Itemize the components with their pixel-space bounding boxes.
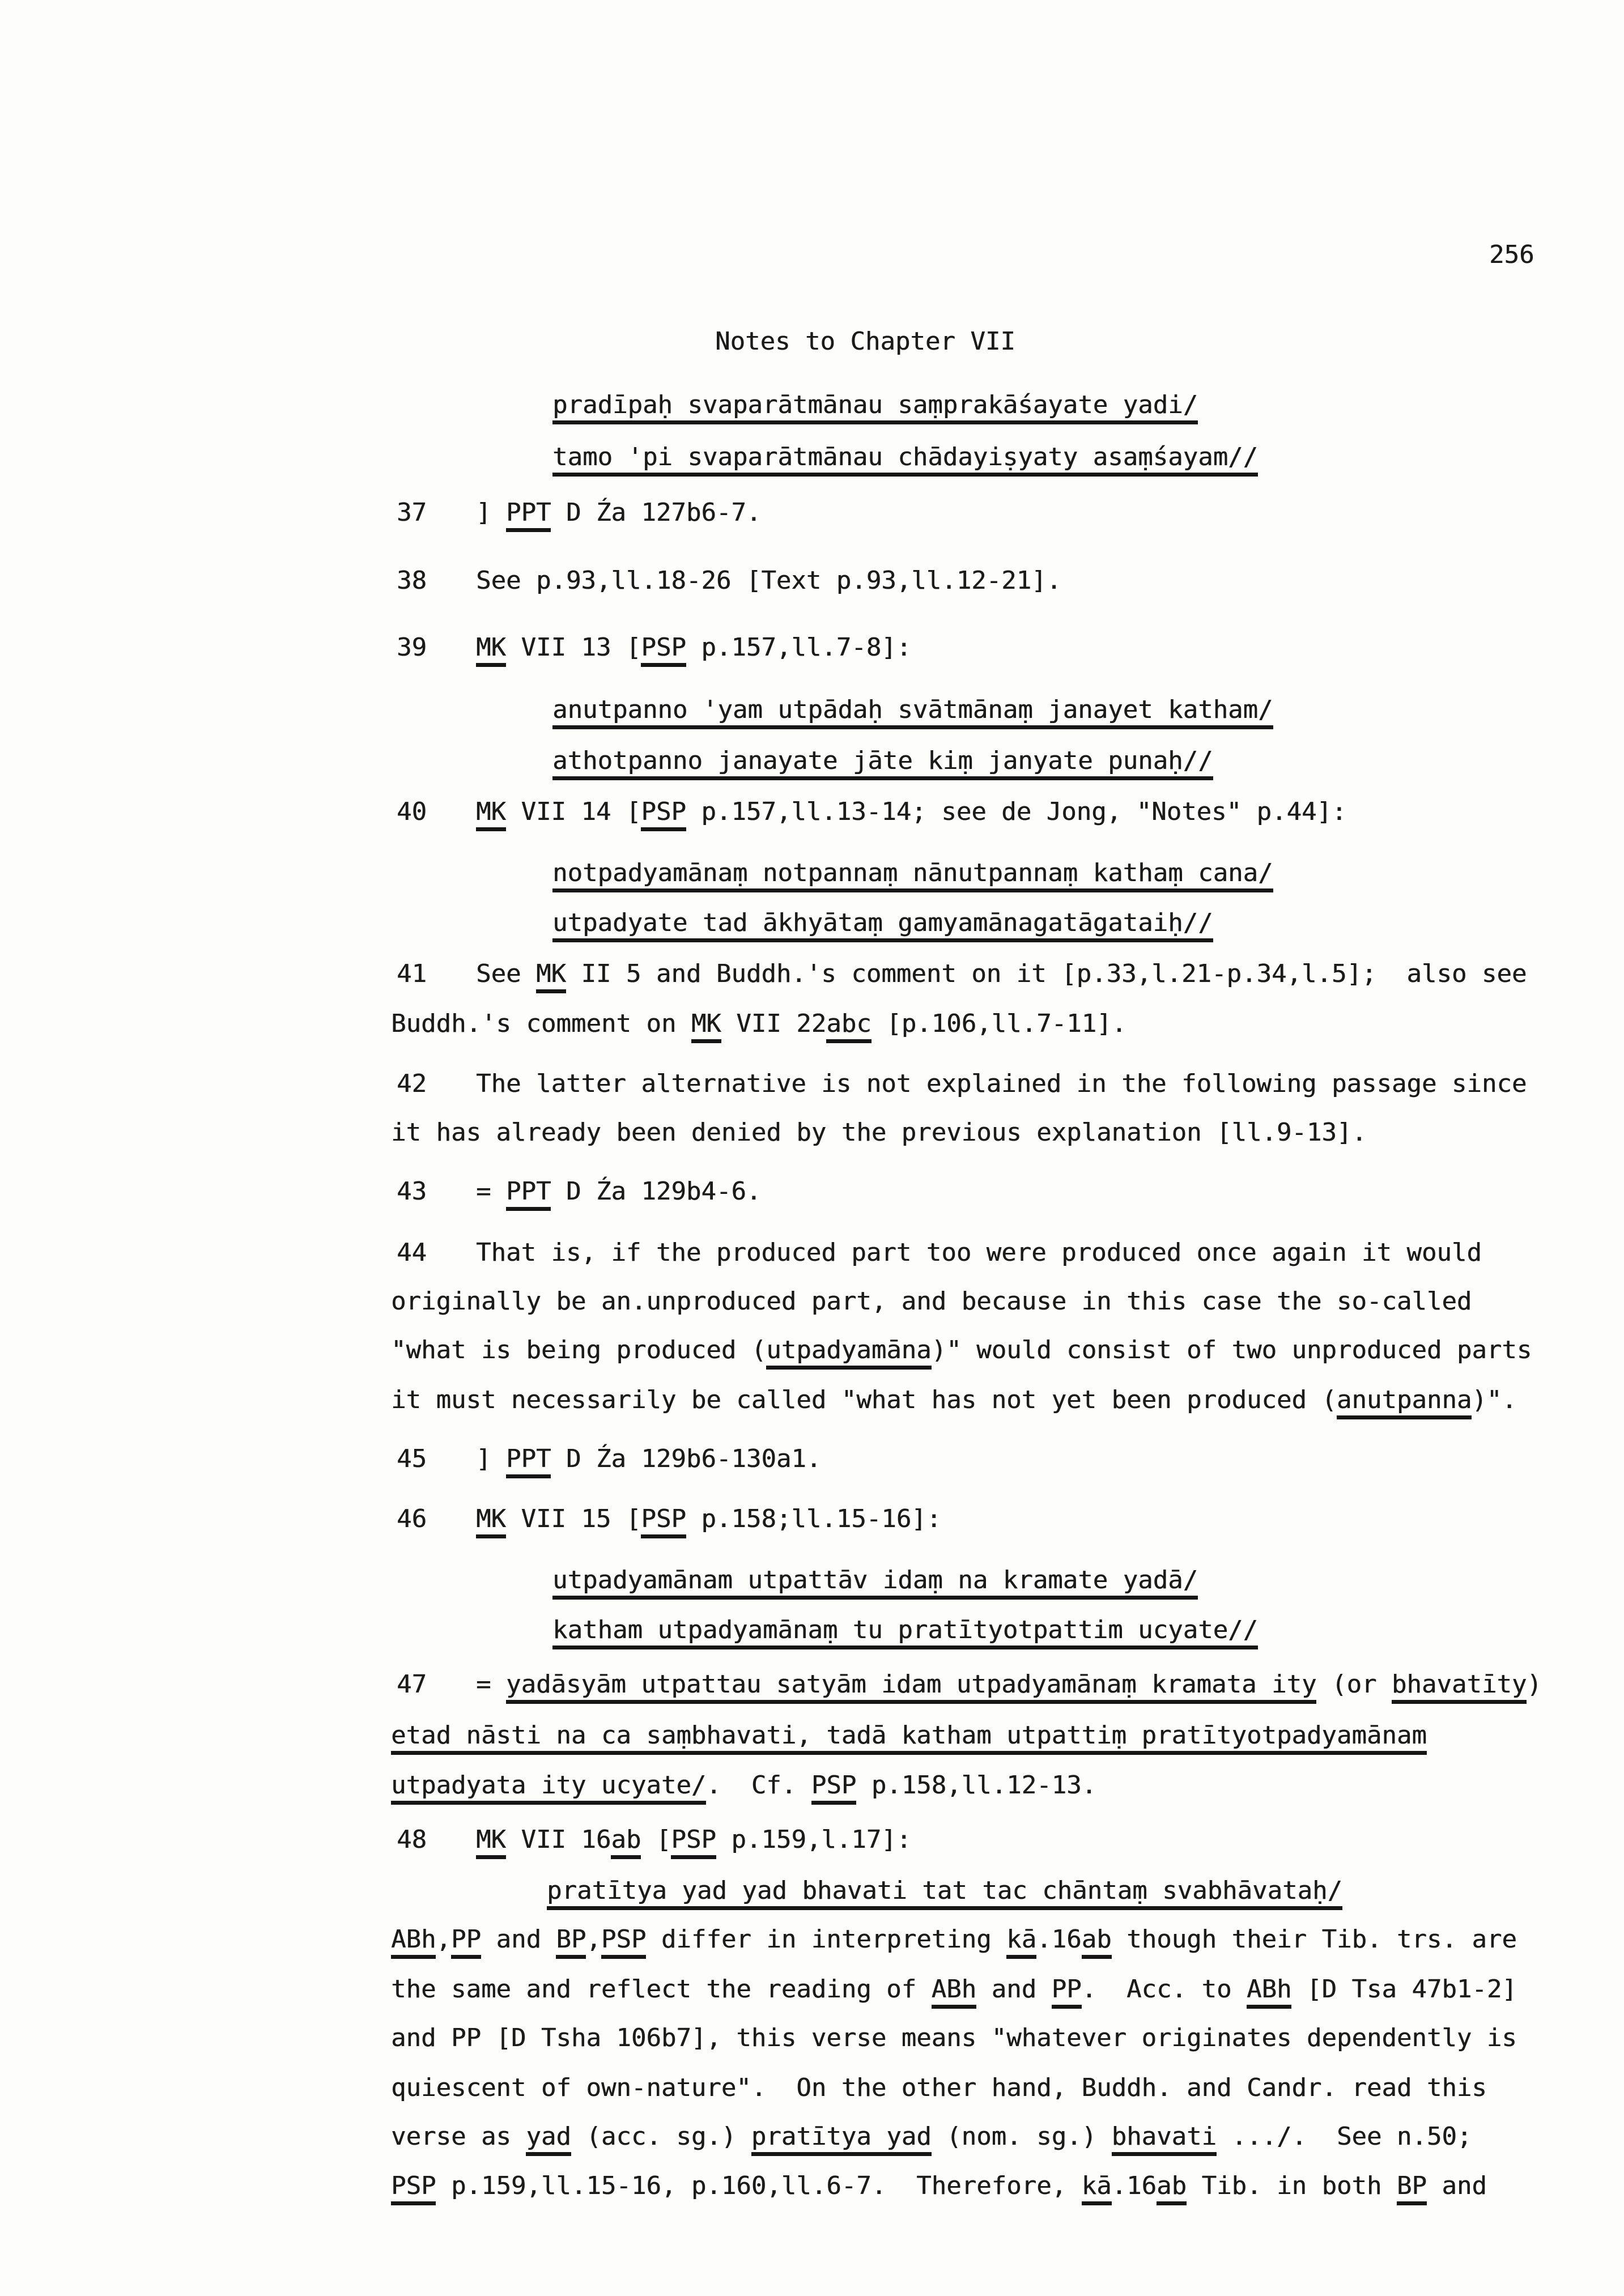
underlined-verse-text: notpadyamānaṃ notpannaṃ nānutpannaṃ kathaṃ cana/ <box>552 858 1273 892</box>
text-segment: and <box>1426 2171 1487 2200</box>
text-segment: VII 22 <box>721 1009 827 1038</box>
underlined-verse-text: utpadyate tad ākhyātaṃ gamyamānagatāgataiḥ// <box>552 908 1213 942</box>
verse-part-label: abc <box>826 1009 871 1043</box>
note-48-line-3 <box>391 1975 1517 2004</box>
abbreviation-psp: PSP <box>601 1925 646 1959</box>
text-segment: p.159,ll.15-16, p.160,ll.6-7. Therefore, <box>436 2171 1082 2200</box>
text-segment: II 5 and Buddh.'s comment on it [p.33,l.21-p.34,l.5]; also see <box>566 959 1527 988</box>
text-segment: . Cf. <box>706 1771 811 1800</box>
note-48-line-6 <box>391 2123 1472 2152</box>
note-46-text <box>476 1505 941 1534</box>
underlined-verse-text: utpadyamānam utpattāv idaṃ na kramate yadā/ <box>552 1566 1198 1600</box>
underlined-verse-text: katham utpadyamānaṃ tu pratītyotpattim ucyate// <box>552 1615 1258 1649</box>
sanskrit-term: bhavati <box>1112 2122 1217 2156</box>
text-segment: VII 16 <box>505 1825 611 1854</box>
text-segment: D Źa 129b6-130a1. <box>551 1444 822 1473</box>
text-segment: [D Tsa 47b1-2] <box>1291 1975 1517 2004</box>
sanskrit-term: bhavatīty <box>1392 1670 1527 1704</box>
note-39-text <box>476 633 911 662</box>
note-37-number: 37 <box>397 498 427 527</box>
abbreviation-abh: ABh <box>391 1925 436 1959</box>
abbreviation-psp: PSP <box>391 2171 436 2205</box>
abbreviation-pp: PP <box>451 1925 481 1959</box>
section-heading: Notes to Chapter VII <box>715 327 1015 356</box>
note-47-text <box>476 1670 1542 1699</box>
text-segment: p.158,ll.12-13. <box>856 1771 1097 1800</box>
text-segment: , <box>436 1925 451 1954</box>
intro-verse-line-1 <box>552 391 1198 420</box>
note-44-line-3 <box>391 1336 1532 1365</box>
note-44-number: 44 <box>397 1238 427 1267</box>
text-segment: ] <box>476 498 506 527</box>
intro-verse-line-2 <box>552 443 1258 472</box>
note-47-number: 47 <box>397 1670 427 1699</box>
text-segment: [p.106,ll.7-11]. <box>871 1009 1127 1038</box>
text-segment: See <box>476 959 536 988</box>
text-segment: VII 15 [ <box>505 1504 641 1533</box>
underlined-verse-text: athotpanno janayate jāte kiṃ janyate punaḥ// <box>552 746 1213 780</box>
abbreviation-abh: ABh <box>932 1975 976 2009</box>
note-42-line-2: it has already been denied by the previous explanation [ll.9-13]. <box>391 1118 1367 1147</box>
note-41-line-2 <box>391 1010 1126 1039</box>
note-44-text: That is, if the produced part too were produced once again it would <box>476 1238 1482 1267</box>
note-43-number: 43 <box>397 1177 427 1206</box>
sanskrit-term: anutpanna <box>1337 1385 1472 1419</box>
abbreviation-ka: kā <box>1082 2171 1112 2205</box>
sanskrit-term: utpadyamāna <box>766 1336 931 1370</box>
note-40-text <box>476 798 1346 827</box>
sanskrit-gloss: utpadyata ity ucyate/ <box>391 1771 706 1805</box>
abbreviation-psp: PSP <box>641 797 686 831</box>
note-44-line-2: originally be an.unproduced part, and because in this case the so-called <box>391 1287 1472 1316</box>
note-41-text <box>476 960 1527 989</box>
note-47-line-2 <box>391 1721 1427 1750</box>
sanskrit-term: yad <box>526 2122 571 2156</box>
page-number: 256 <box>1489 240 1534 269</box>
verse-mk-vii-13-line-1 <box>552 696 1273 725</box>
note-39-number: 39 <box>397 633 427 662</box>
note-48-text <box>476 1826 911 1855</box>
abbreviation-mk: MK <box>691 1009 721 1043</box>
text-segment: p.159,l.17]: <box>716 1825 912 1854</box>
note-48-line-7 <box>391 2172 1487 2201</box>
text-segment: , <box>586 1925 601 1954</box>
abbreviation-ppt: PPT <box>506 1177 551 1211</box>
verse-mk-vii-14-line-2 <box>552 909 1213 938</box>
text-segment: .16 <box>1036 1925 1082 1954</box>
text-segment: )" would consist of two unproduced parts <box>931 1336 1532 1364</box>
abbreviation-ka: kā <box>1006 1925 1036 1959</box>
underlined-verse-text: pratītya yad yad bhavati tat tac chāntaṃ svabhāvataḥ/ <box>547 1876 1342 1910</box>
text-segment: differ in interpreting <box>646 1925 1007 1954</box>
verse-part-label: ab <box>1082 1925 1112 1959</box>
note-46-number: 46 <box>397 1504 427 1533</box>
text-segment: and <box>481 1925 556 1954</box>
text-segment: p.157,ll.7-8]: <box>686 633 912 662</box>
text-segment: VII 13 [ <box>505 633 641 662</box>
text-segment: = <box>476 1670 506 1699</box>
abbreviation-psp: PSP <box>641 633 686 667</box>
note-38-text: See p.93,ll.18-26 [Text p.93,ll.12-21]. <box>476 566 1062 595</box>
abbreviation-mk: MK <box>476 797 506 831</box>
text-segment: the same and reflect the reading of <box>391 1975 932 2004</box>
abbreviation-psp: PSP <box>811 1771 856 1805</box>
abbreviation-ppt: PPT <box>506 498 551 532</box>
abbreviation-psp: PSP <box>671 1825 716 1859</box>
text-segment: Tib. in both <box>1187 2171 1397 2200</box>
note-48-number: 48 <box>397 1825 427 1854</box>
text-segment: D Źa 127b6-7. <box>551 498 762 527</box>
text-segment: VII 14 [ <box>505 797 641 826</box>
sanskrit-term: pratītya yad <box>751 2122 932 2156</box>
note-40-number: 40 <box>397 797 427 826</box>
underlined-verse-text: pradīpaḥ svaparātmānau saṃprakāśayate yadi/ <box>552 390 1198 424</box>
text-segment: though their Tib. trs. are <box>1111 1925 1517 1954</box>
note-48-line-5: quiescent of own-nature". On the other hand, Buddh. and Candr. read this <box>391 2073 1487 2102</box>
text-segment: = <box>476 1177 506 1206</box>
text-segment: (or <box>1316 1670 1392 1699</box>
text-segment: .16 <box>1111 2171 1157 2200</box>
text-segment: "what is being produced ( <box>391 1336 767 1364</box>
abbreviation-pp: PP <box>1052 1975 1082 2009</box>
note-47-line-3 <box>391 1771 1096 1800</box>
text-segment: .../. See n.50; <box>1217 2122 1472 2151</box>
verse-part-label: ab <box>611 1825 641 1859</box>
text-segment: D Źa 129b4-6. <box>551 1177 762 1206</box>
text-segment: (nom. sg.) <box>931 2122 1112 2151</box>
text-segment: verse as <box>391 2122 526 2151</box>
note-37-text <box>476 499 761 528</box>
note-41-number: 41 <box>397 959 427 988</box>
abbreviation-mk: MK <box>476 1504 506 1538</box>
abbreviation-bp: BP <box>556 1925 586 1959</box>
note-48-line-4: and PP [D Tsha 106b7], this verse means "whatever originates dependently is <box>391 2023 1517 2052</box>
verse-part-label: ab <box>1157 2171 1187 2205</box>
text-segment: . Acc. to <box>1081 1975 1247 2004</box>
note-45-number: 45 <box>397 1444 427 1473</box>
abbreviation-psp: PSP <box>641 1504 686 1538</box>
underlined-verse-text: tamo 'pi svaparātmānau chādayiṣyaty asaṃśayam// <box>552 443 1258 477</box>
text-segment: ) <box>1527 1670 1542 1699</box>
verse-mk-vii-13-line-2 <box>552 747 1213 776</box>
text-segment: and <box>976 1975 1052 2004</box>
verse-mk-vii-15-line-2 <box>552 1616 1258 1645</box>
abbreviation-bp: BP <box>1397 2171 1427 2205</box>
verse-mk-vii-14-line-1 <box>552 859 1273 888</box>
abbreviation-mk: MK <box>476 1825 506 1859</box>
sanskrit-gloss: yadāsyām utpattau satyām idam utpadyamānaṃ kramata ity <box>506 1670 1316 1704</box>
note-48-line-2 <box>391 1925 1517 1954</box>
verse-mk-vii-16-line-1 <box>547 1877 1342 1906</box>
abbreviation-mk: MK <box>536 959 566 993</box>
abbreviation-abh: ABh <box>1247 1975 1291 2009</box>
note-45-text <box>476 1445 821 1474</box>
abbreviation-ppt: PPT <box>506 1444 551 1478</box>
text-segment: ] <box>476 1444 506 1473</box>
verse-mk-vii-15-line-1 <box>552 1566 1198 1595</box>
sanskrit-gloss: etad nāsti na ca saṃbhavati, tadā katham utpattiṃ pratītyotpadyamānam <box>391 1721 1427 1755</box>
note-42-text: The latter alternative is not explained in the following passage since <box>476 1069 1527 1098</box>
text-segment: )". <box>1472 1385 1517 1414</box>
text-segment: p.157,ll.13-14; see de Jong, "Notes" p.44]: <box>686 797 1347 826</box>
text-segment: it must necessarily be called "what has not yet been produced ( <box>391 1385 1337 1414</box>
note-44-line-4 <box>391 1386 1517 1415</box>
text-segment: Buddh.'s comment on <box>391 1009 691 1038</box>
text-segment: p.158;ll.15-16]: <box>686 1504 942 1533</box>
note-38-number: 38 <box>397 566 427 595</box>
text-segment: [ <box>641 1825 671 1854</box>
note-43-text <box>476 1177 761 1206</box>
text-segment: (acc. sg.) <box>571 2122 751 2151</box>
underlined-verse-text: anutpanno 'yam utpādaḥ svātmānaṃ janayet katham/ <box>552 695 1273 729</box>
abbreviation-mk: MK <box>476 633 506 667</box>
note-42-number: 42 <box>397 1069 427 1098</box>
